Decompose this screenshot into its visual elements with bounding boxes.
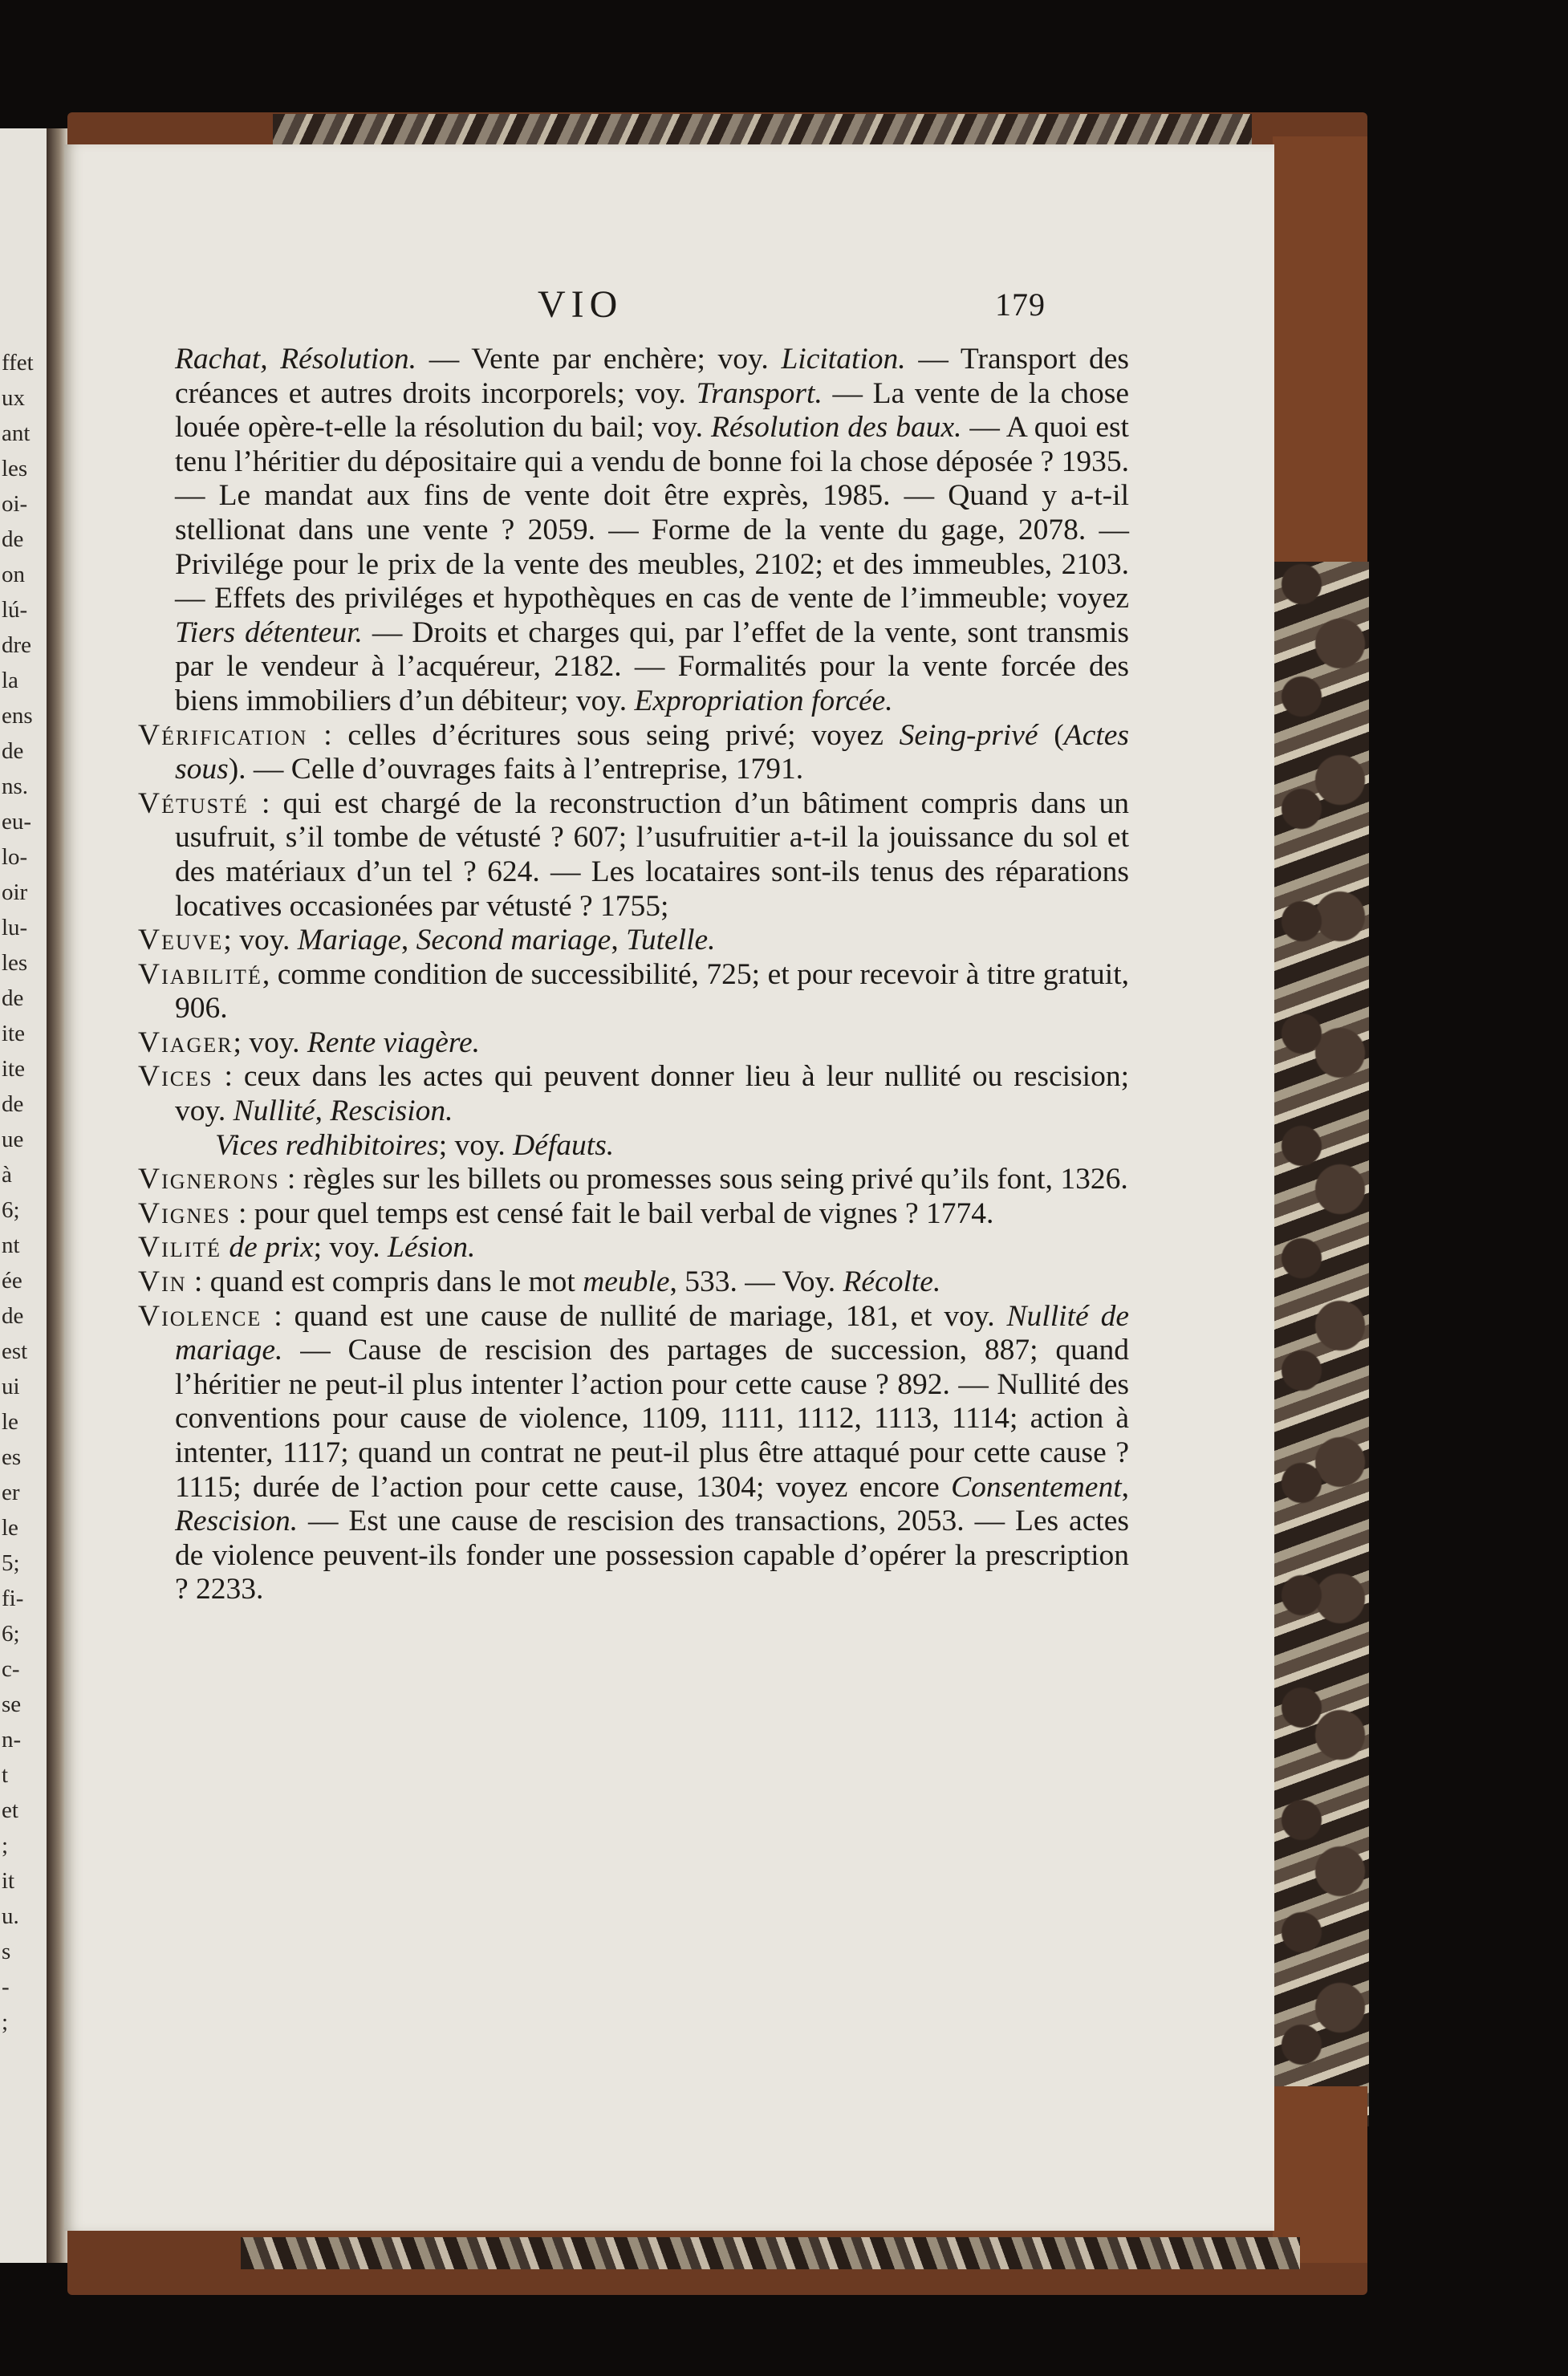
facing-page-fragment: it bbox=[2, 1868, 15, 1894]
entry-text: ; voy. bbox=[233, 1026, 307, 1059]
facing-page-fragment: 6; bbox=[2, 1197, 20, 1223]
cross-reference: Rente viagère. bbox=[307, 1026, 481, 1059]
facing-page-fragment: - bbox=[2, 1974, 10, 2000]
entry-text: — Vente par enchère; voy. bbox=[416, 343, 782, 376]
cross-reference: Récolte. bbox=[843, 1265, 941, 1299]
entry-text: ( bbox=[1038, 718, 1064, 752]
facing-page-fragment: est bbox=[2, 1338, 28, 1364]
facing-page-fragment: c- bbox=[2, 1656, 20, 1682]
cross-reference: Nullité bbox=[233, 1095, 315, 1128]
facing-page-fragment: de bbox=[2, 985, 24, 1011]
facing-page-fragment: oi- bbox=[2, 491, 28, 517]
entry-headword: Veuve bbox=[138, 924, 224, 957]
index-entry-vignes bbox=[138, 1197, 1129, 1232]
index-entry-vices-redhibitoires bbox=[138, 1129, 1129, 1164]
entry-text: ; voy. bbox=[438, 1128, 514, 1162]
entry-text: : celles d’écritures sous seing privé; voyez bbox=[307, 718, 900, 752]
cross-reference: Expropriation forcée. bbox=[634, 684, 893, 717]
index-entry-continuation bbox=[138, 343, 1129, 719]
entry-text: — Droits et charges qui, par l’effet de la vente, sont transmis par le vendeur à l’acquéreur, 2182. — Formalités pour la vente forcée des biens immobiliers d’un débiteur; voy. bbox=[175, 615, 1129, 717]
cross-reference: Lésion. bbox=[387, 1231, 476, 1265]
facing-page-fragment: de bbox=[2, 738, 24, 764]
facing-page-fragment: ux bbox=[2, 385, 25, 411]
facing-page-fragment: nt bbox=[2, 1233, 20, 1258]
index-entry-verification bbox=[138, 719, 1129, 787]
running-head bbox=[64, 282, 1274, 331]
cross-reference: Vices redhibitoires bbox=[215, 1128, 439, 1162]
cross-reference: Nullité de mariage. bbox=[175, 1299, 1129, 1367]
cross-reference: Actes sous bbox=[175, 718, 1129, 786]
entry-text: , bbox=[315, 1095, 331, 1128]
facing-page-fragment: lú- bbox=[2, 597, 28, 623]
facing-page-fragment: u. bbox=[2, 1903, 19, 1929]
leather-edge-right-lower bbox=[1273, 2086, 1367, 2263]
entry-text: : qui est chargé de la reconstruction d’un bâtiment compris dans un usufruit, s’il tombe de vétusté ? 607; l’usufruitier a-t-il la jouissance du sol et des matériaux d’un tel ? 624. — Les locataires sont-ils tenus des réparations locatives occasionées par vétusté ? 1755; bbox=[175, 786, 1129, 923]
facing-page-fragment: lo- bbox=[2, 844, 28, 870]
facing-page-fragment: ui bbox=[2, 1374, 20, 1399]
facing-page-fragment: es bbox=[2, 1444, 22, 1470]
facing-page-fragment: on bbox=[2, 562, 25, 587]
cross-reference: Mariage bbox=[297, 924, 401, 957]
index-entry-violence bbox=[138, 1300, 1129, 1607]
cross-reference: Consentement bbox=[951, 1470, 1122, 1504]
facing-page-fragment: ite bbox=[2, 1056, 25, 1082]
cross-reference: de prix bbox=[229, 1231, 314, 1265]
cross-reference: Transport. bbox=[696, 376, 823, 410]
facing-page-fragment: eu- bbox=[2, 809, 32, 835]
entry-text: , bbox=[1121, 1470, 1129, 1504]
facing-page-fragment: 6; bbox=[2, 1621, 20, 1647]
entry-headword: Violence bbox=[138, 1299, 262, 1333]
entry-headword: Vin bbox=[138, 1265, 187, 1299]
cross-reference: Rescision. bbox=[330, 1095, 453, 1128]
facing-page-fragment: s bbox=[2, 1939, 11, 1964]
index-entry-vetuste bbox=[138, 787, 1129, 924]
facing-page-fragment: se bbox=[2, 1692, 22, 1717]
index-entry-viabilite bbox=[138, 958, 1129, 1026]
entry-text: , 533. — Voy. bbox=[669, 1265, 843, 1299]
facing-page-fragment: la bbox=[2, 668, 18, 693]
entry-text: — Transport des créances et autres droits incorporels; voy. bbox=[175, 343, 1130, 410]
cross-reference: Rachat, Résolution. bbox=[175, 343, 417, 376]
entry-text: ). — Celle d’ouvrages faits à l’entreprise, 1791. bbox=[228, 753, 804, 786]
cross-reference: Second mariage bbox=[416, 924, 611, 957]
index-entry-vices bbox=[138, 1060, 1129, 1128]
facing-page-fragment: les bbox=[2, 950, 28, 976]
index-entry-vilite bbox=[138, 1231, 1129, 1265]
entry-text: : ceux dans les actes qui peuvent donner lieu à leur nullité ou rescision; voy. bbox=[175, 1060, 1129, 1128]
facing-page-fragment: le bbox=[2, 1515, 18, 1541]
index-entry-vin bbox=[138, 1265, 1129, 1300]
facing-page-fragment: ite bbox=[2, 1021, 25, 1046]
facing-page-fragment: ens bbox=[2, 703, 33, 729]
facing-page-fragment: lu- bbox=[2, 915, 28, 940]
facing-page-fragment: le bbox=[2, 1409, 18, 1435]
marbled-edge-bottom bbox=[241, 2237, 1300, 2269]
leather-edge-right-upper bbox=[1273, 136, 1367, 586]
entry-text: — Cause de rescision des partages de succession, 887; quand l’héritier ne peut-il plus intenter l’action pour cette cause ? 892. — Nullité des conventions pour cause de violence, 1109, 1111, 1112, 1113, 1114; action à intenter, 1117; quand un contrat ne peut-il plus être attaqué pour cette cause ? 1115; durée de l’action pour cette cause, 1304; voyez encore bbox=[175, 1334, 1129, 1504]
facing-page-fragment: ée bbox=[2, 1268, 22, 1294]
cross-reference: Seing-privé bbox=[899, 718, 1038, 752]
facing-page-fragment: de bbox=[2, 526, 24, 552]
entry-headword: Vignerons bbox=[138, 1163, 280, 1196]
entry-headword: Viabilité bbox=[138, 957, 262, 991]
facing-page-fragment: de bbox=[2, 1091, 24, 1117]
entry-text: , comme condition de successibilité, 725; et pour recevoir à titre gratuit, 906. bbox=[175, 957, 1129, 1026]
entry-text: — A quoi est tenu l’héritier du dépositaire qui a vendu de bonne foi la chose déposée ? 1935. — Le mandat aux fins de vente doit être exprès, 1985. — Quand y a-t-il stellionat dans une vente ? 2059. — Forme de la vente du gage, 2078. — Privilége pour le prix de la vente des meubles, 2102; et des immeubles, 2103. — Effets des priviléges et hypothèques en cas de vente de l’immeuble; voyez bbox=[175, 411, 1129, 615]
facing-page-fragment: ue bbox=[2, 1127, 24, 1152]
cross-reference: Défauts. bbox=[513, 1128, 615, 1162]
cross-reference: Tutelle. bbox=[626, 924, 716, 957]
facing-page-fragment: ffet bbox=[2, 350, 34, 376]
entry-headword: Vétusté bbox=[138, 786, 249, 820]
facing-page-fragment: n- bbox=[2, 1727, 22, 1753]
facing-page-fragment: dre bbox=[2, 632, 32, 658]
facing-page-fragment: t bbox=[2, 1762, 9, 1788]
cross-reference: Tiers détenteur. bbox=[175, 615, 363, 649]
entry-text: , bbox=[611, 924, 627, 957]
cross-reference: meuble bbox=[583, 1265, 670, 1299]
entry-headword: Vilité bbox=[138, 1231, 222, 1265]
marbled-edge-top bbox=[273, 114, 1252, 148]
facing-page-fragment: oir bbox=[2, 879, 28, 905]
book-page bbox=[64, 144, 1274, 2231]
cross-reference: Rescision. bbox=[175, 1505, 299, 1538]
cross-reference: Licitation. bbox=[781, 343, 906, 376]
entry-headword: Vignes bbox=[138, 1196, 231, 1230]
cross-reference: Résolution des baux. bbox=[710, 411, 962, 445]
index-entry-vignerons bbox=[138, 1163, 1129, 1197]
entry-headword: Vérification bbox=[138, 718, 308, 752]
entry-text: , bbox=[400, 924, 416, 957]
facing-page-fragment: ; bbox=[2, 2009, 9, 2035]
running-head-title: VIO bbox=[538, 283, 624, 326]
index-entry-veuve bbox=[138, 924, 1129, 958]
entry-text: — La vente de la chose louée opère-t-elle la résolution du bail; voy. bbox=[175, 376, 1129, 445]
facing-page-fragment: er bbox=[2, 1480, 20, 1505]
entry-headword: Vices bbox=[138, 1060, 213, 1094]
index-entry-viager bbox=[138, 1026, 1129, 1061]
marbled-endpaper-right bbox=[1273, 562, 1369, 2126]
facing-page-fragment: et bbox=[2, 1797, 18, 1823]
facing-page-fragment: 5; bbox=[2, 1550, 20, 1576]
entry-text: : règles sur les billets ou promesses sous seing privé qu’ils font, 1326. bbox=[279, 1163, 1128, 1196]
facing-page-fragment: fi- bbox=[2, 1586, 24, 1611]
page-number: 179 bbox=[995, 286, 1046, 323]
index-text-block bbox=[138, 343, 1129, 1607]
facing-page-fragment: les bbox=[2, 456, 28, 481]
entry-text: ; voy. bbox=[223, 924, 298, 957]
entry-text: : pour quel temps est censé fait le bail verbal de vignes ? 1774. bbox=[230, 1196, 994, 1230]
facing-page-text-fragments bbox=[2, 345, 47, 2040]
facing-page-fragment: ns. bbox=[2, 774, 29, 799]
entry-text: ; voy. bbox=[313, 1231, 388, 1265]
entry-text: — Est une cause de rescision des transactions, 2053. — Les actes de violence peuvent-ils fonder une possession capable d’opérer la prescription ? 2233. bbox=[175, 1505, 1129, 1606]
entry-headword: Viager bbox=[138, 1026, 234, 1059]
facing-page-fragment: ant bbox=[2, 420, 30, 446]
facing-page-fragment: à bbox=[2, 1162, 12, 1188]
facing-page-fragment: ; bbox=[2, 1833, 9, 1858]
facing-page-edge bbox=[0, 128, 49, 2263]
facing-page-fragment: de bbox=[2, 1303, 24, 1329]
entry-text: : quand est une cause de nullité de mariage, 181, et voy. bbox=[262, 1299, 1007, 1333]
entry-text: : quand est compris dans le mot bbox=[186, 1265, 583, 1299]
